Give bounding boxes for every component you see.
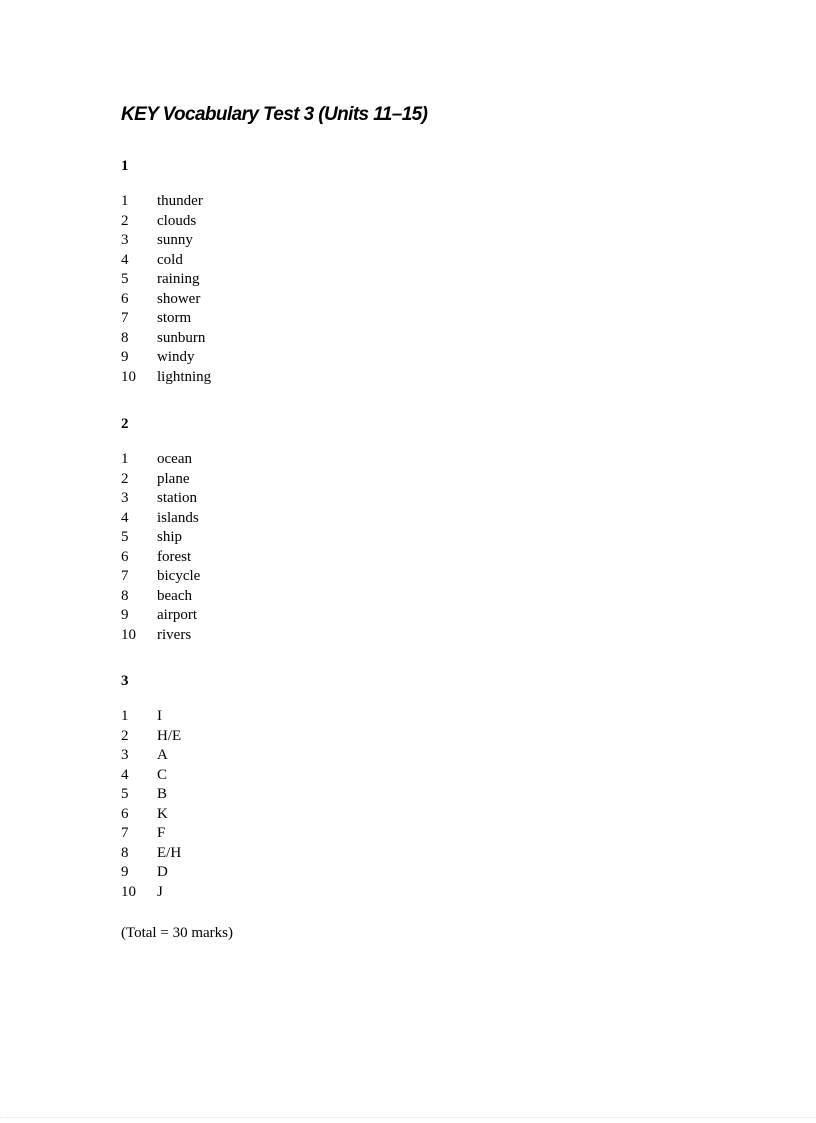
answer-section-2 xyxy=(121,414,421,643)
answer-list xyxy=(121,192,211,387)
answer-text: K xyxy=(157,805,168,822)
section-heading: 1 xyxy=(121,158,129,174)
answer-number: 5 xyxy=(121,271,129,288)
answer-number: 10 xyxy=(121,883,136,900)
answer-number: 3 xyxy=(121,232,129,249)
answer-row xyxy=(121,548,200,568)
answer-number: 8 xyxy=(121,844,129,861)
section-heading: 3 xyxy=(121,673,129,689)
answer-row xyxy=(121,470,200,490)
answer-row xyxy=(121,290,211,310)
answer-number: 10 xyxy=(121,368,136,385)
answer-number: 8 xyxy=(121,587,129,604)
answer-row xyxy=(121,348,211,368)
answer-row xyxy=(121,192,211,212)
answer-number: 1 xyxy=(121,451,129,467)
page-edge-divider xyxy=(0,1117,816,1118)
answer-row xyxy=(121,766,181,786)
answer-number: 4 xyxy=(121,251,129,268)
answer-number: 2 xyxy=(121,470,129,487)
answer-text: C xyxy=(157,766,168,783)
answer-text: cold xyxy=(157,251,183,268)
answer-number: 9 xyxy=(121,607,129,624)
answer-text: J xyxy=(157,883,163,900)
answer-row xyxy=(121,785,181,805)
answer-list xyxy=(121,450,200,645)
answer-row xyxy=(121,606,200,626)
answer-row xyxy=(121,727,181,747)
answer-number: 1 xyxy=(121,708,129,724)
answer-row xyxy=(121,883,181,903)
document-title: KEY Vocabulary Test 3 (Units 11–15) xyxy=(121,104,428,125)
answer-section-1 xyxy=(121,156,421,385)
answer-text: D xyxy=(157,864,168,881)
answer-text: windy xyxy=(157,349,195,366)
answer-text: clouds xyxy=(157,212,197,229)
answer-number: 3 xyxy=(121,747,129,764)
answer-number: 8 xyxy=(121,329,129,346)
answer-text: bicycle xyxy=(157,568,201,585)
answer-row xyxy=(121,270,211,290)
total-marks: (Total = 30 marks) xyxy=(121,925,233,941)
answer-row xyxy=(121,863,181,883)
answer-list xyxy=(121,707,181,902)
answer-text: B xyxy=(157,786,168,803)
answer-text: sunburn xyxy=(157,329,206,346)
answer-text: rivers xyxy=(157,626,192,643)
answer-text: islands xyxy=(157,509,199,526)
answer-number: 7 xyxy=(121,825,129,842)
answer-number: 5 xyxy=(121,529,129,546)
answer-text: ocean xyxy=(157,451,192,467)
answer-row xyxy=(121,844,181,864)
answer-row xyxy=(121,746,181,766)
answer-text: lightning xyxy=(157,368,212,385)
answer-number: 5 xyxy=(121,786,129,803)
answer-number: 4 xyxy=(121,766,129,783)
answer-row xyxy=(121,251,211,271)
answer-row xyxy=(121,368,211,388)
answer-number: 10 xyxy=(121,626,136,643)
answer-row xyxy=(121,450,200,470)
answer-number: 4 xyxy=(121,509,129,526)
answer-row xyxy=(121,805,181,825)
answer-number: 9 xyxy=(121,349,129,366)
answer-number: 6 xyxy=(121,805,129,822)
answer-row xyxy=(121,587,200,607)
answer-row xyxy=(121,626,200,646)
answer-text: plane xyxy=(157,470,190,487)
answer-row xyxy=(121,489,200,509)
answer-number: 1 xyxy=(121,193,129,209)
answer-text: forest xyxy=(157,548,192,565)
answer-number: 6 xyxy=(121,548,129,565)
answer-number: 3 xyxy=(121,490,129,507)
answer-text: F xyxy=(157,825,166,842)
answer-section-3 xyxy=(121,671,421,900)
answer-number: 2 xyxy=(121,727,129,744)
answer-row xyxy=(121,824,181,844)
answer-row xyxy=(121,309,211,329)
answer-row xyxy=(121,707,181,727)
answer-row xyxy=(121,231,211,251)
answer-row xyxy=(121,212,211,232)
answer-number: 9 xyxy=(121,864,129,881)
answer-text: I xyxy=(157,708,162,724)
answer-number: 6 xyxy=(121,290,129,307)
answer-number: 7 xyxy=(121,310,129,327)
answer-row xyxy=(121,329,211,349)
answer-text: sunny xyxy=(157,232,193,249)
answer-text: thunder xyxy=(157,193,203,209)
answer-text: A xyxy=(157,747,168,764)
answer-text: storm xyxy=(157,310,192,327)
answer-text: station xyxy=(157,490,197,507)
answer-text: H/E xyxy=(157,727,182,744)
section-heading: 2 xyxy=(121,416,129,432)
answer-text: ship xyxy=(157,529,183,546)
answer-row xyxy=(121,509,200,529)
answer-text: shower xyxy=(157,290,201,307)
answer-row xyxy=(121,567,200,587)
answer-text: beach xyxy=(157,587,192,604)
answer-number: 7 xyxy=(121,568,129,585)
answer-text: airport xyxy=(157,607,197,624)
answer-row xyxy=(121,528,200,548)
answer-number: 2 xyxy=(121,212,129,229)
answer-text: raining xyxy=(157,271,200,288)
answer-text: E/H xyxy=(157,844,182,861)
